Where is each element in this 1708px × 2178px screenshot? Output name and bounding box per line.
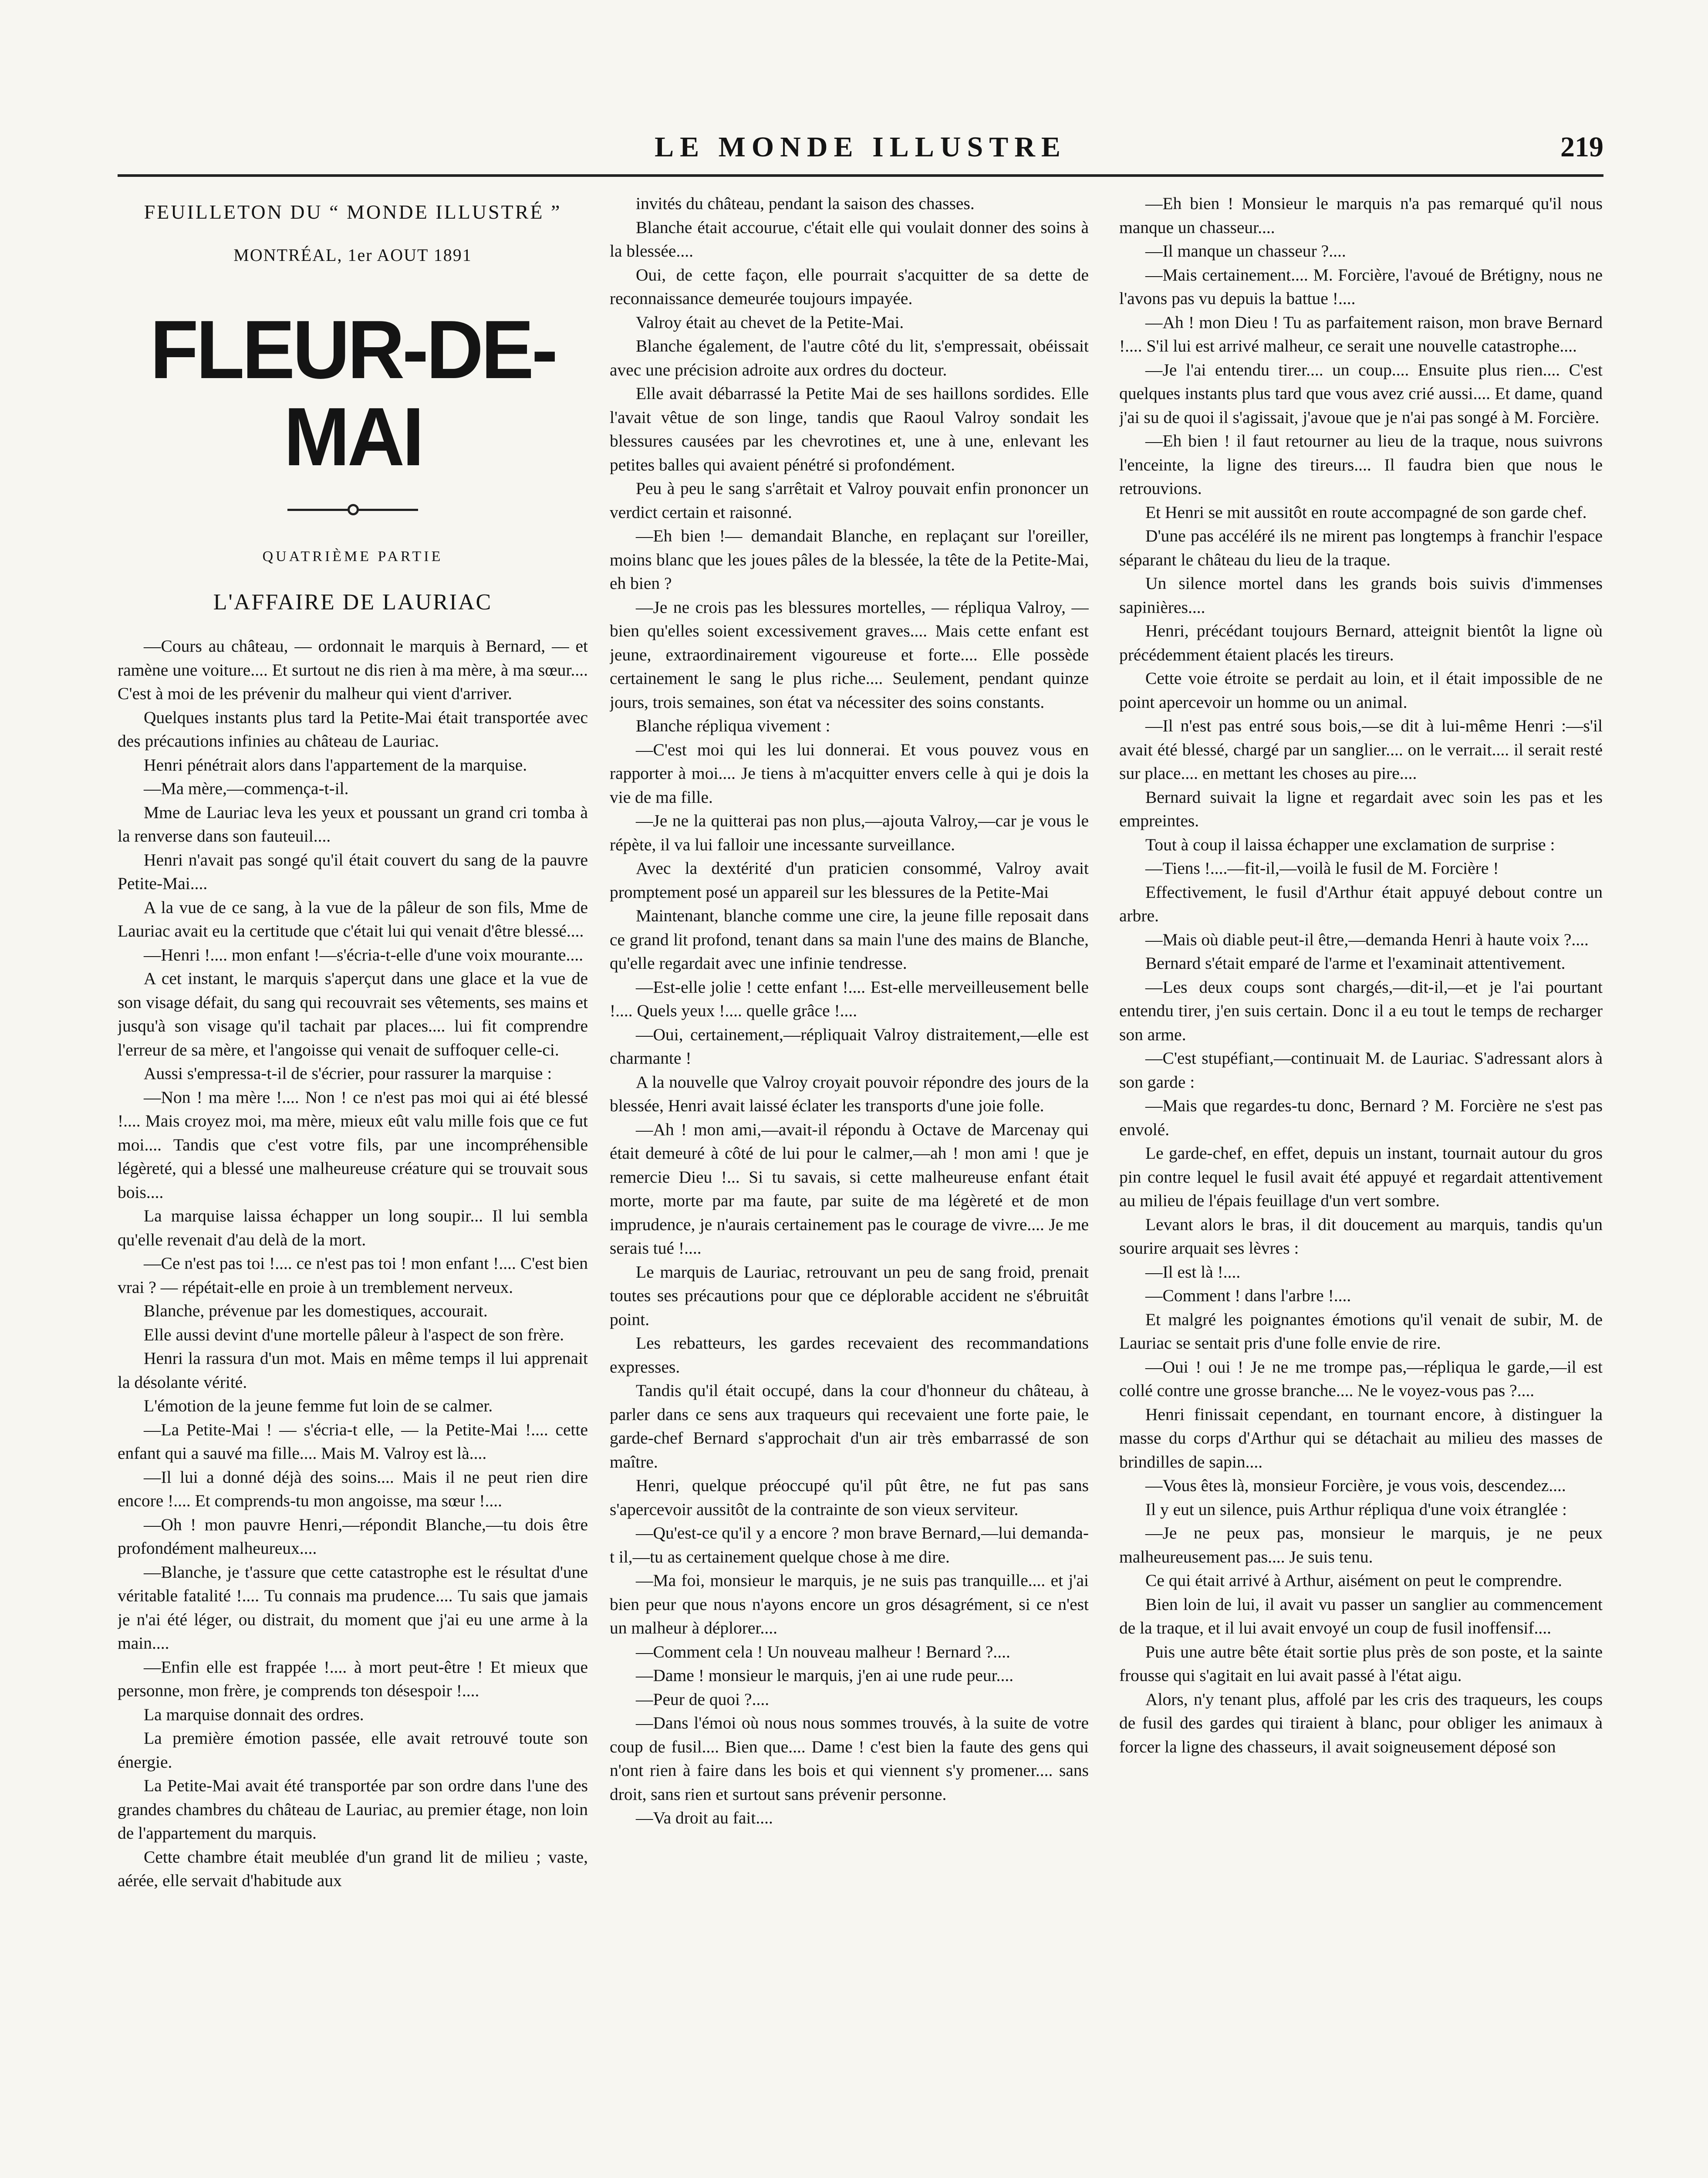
paragraph: —Blanche, je t'assure que cette catastrophe est le résultat d'une véritable fatalité !.... Tu connais ma prudence.... Tu sais que jamais je n'ai été léger, ou distrait, du moment que j'ai eu une arme à la main.... bbox=[118, 1562, 588, 1653]
story-title: FLEUR-DE-MAI bbox=[150, 304, 556, 483]
running-title: LE MONDE ILLUSTRE bbox=[655, 131, 1067, 163]
paragraph: Blanche également, de l'autre côté du lit, s'empressait, obéissait avec une précision adroite aux ordres du docteur. bbox=[610, 336, 1089, 379]
paragraph: Mme de Lauriac leva les yeux et poussant un grand cri tomba à la renverse dans son fauteuil.... bbox=[118, 802, 588, 845]
paragraph: Maintenant, blanche comme une cire, la jeune fille reposait dans ce grand lit profond, tenant dans sa main l'une des mains de Blanche, qu'elle regardait avec une infinie tendresse. bbox=[610, 906, 1089, 973]
paragraph: —Dans l'émoi où nous nous sommes trouvés, à la suite de votre coup de fusil.... Bien que.... Dame ! c'est bien la faute des gens qui n'ont rien à faire dans les bois et qui viennent s'y promener.... sans droit, sans rien et surtout sans prévenir personne. bbox=[610, 1713, 1089, 1804]
paragraph: —Les deux coups sont chargés,—dit-il,—et je l'ai pourtant entendu tirer, j'en suis certain. Donc il a eu tout le temps de recharger son arme. bbox=[1119, 977, 1603, 1044]
paragraph: —Peur de quoi ?.... bbox=[636, 1689, 770, 1709]
column-2-text bbox=[610, 192, 1089, 1830]
paragraph: Les rebatteurs, les gardes recevaient des recommandations expresses. bbox=[610, 1333, 1089, 1376]
dateline: MONTRÉAL, 1er AOUT 1891 bbox=[233, 245, 472, 265]
paragraph: —Eh bien !— demandait Blanche, en replaçant sur l'oreiller, moins blanc que les joues pâles de la blessée, la tête de la Petite-Mai, eh bien ? bbox=[610, 526, 1089, 593]
paragraph: Et malgré les poignantes émotions qu'il venait de subir, M. de Lauriac se sentait pris d'une folle envie de rire. bbox=[1119, 1309, 1603, 1353]
column-1-text bbox=[118, 634, 588, 1893]
paragraph: —C'est stupéfiant,—continuait M. de Lauriac. S'adressant alors à son garde : bbox=[1119, 1048, 1603, 1092]
paragraph: Henri finissait cependant, en tournant encore, à distinguer la masse du corps d'Arthur qui se détachait au milieu des masses de brindilles de sapin.... bbox=[1119, 1404, 1603, 1471]
page-number: 219 bbox=[1560, 131, 1603, 163]
column-2 bbox=[610, 192, 1089, 2178]
paragraph: Blanche, prévenue par les domestiques, accourait. bbox=[144, 1301, 488, 1320]
paragraph: Blanche était accourue, c'était elle qui voulait donner des soins à la blessée.... bbox=[610, 217, 1089, 260]
paragraph: Aussi s'empressa-t-il de s'écrier, pour rassurer la marquise : bbox=[144, 1064, 552, 1083]
paragraph: —La Petite-Mai ! — s'écria-t elle, — la Petite-Mai !.... cette enfant qui a sauvé ma fille.... Mais M. Valroy est là.... bbox=[118, 1420, 588, 1463]
paragraph: —Va droit au fait.... bbox=[636, 1808, 773, 1827]
paragraph: —Mais certainement.... M. Forcière, l'avoué de Brétigny, nous ne l'avons pas vu depuis la battue !.... bbox=[1119, 265, 1603, 308]
paragraph: —Oui ! oui ! Je ne me trompe pas,—répliqua le garde,—il est collé contre une grosse branche.... Ne le voyez-vous pas ?.... bbox=[1119, 1357, 1603, 1400]
paragraph: Peu à peu le sang s'arrêtait et Valroy pouvait enfin prononcer un verdict certain et raisonné. bbox=[610, 479, 1089, 522]
paragraph: —Tiens !....—fit-il,—voilà le fusil de M. Forcière ! bbox=[1145, 859, 1499, 878]
paragraph: —Ma foi, monsieur le marquis, je ne suis pas tranquille.... et j'ai bien peur que nous n'ayons encore un gros désagrément, si ce n'est un malheur à déplorer.... bbox=[610, 1571, 1089, 1637]
paragraph: Levant alors le bras, il dit doucement au marquis, tandis qu'un sourire arquait ses lèvres : bbox=[1119, 1214, 1603, 1258]
paragraph: —Est-elle jolie ! cette enfant !.... Est-elle merveilleusement belle !.... Quels yeux !.... quelle grâce !.... bbox=[610, 977, 1089, 1020]
paragraph: —Ma mère,—commença-t-il. bbox=[144, 779, 349, 798]
paragraph: La marquise laissa échapper un long soupir... Il lui sembla qu'elle revenait d'au delà de la mort. bbox=[118, 1206, 588, 1249]
paragraph: —C'est moi qui les lui donnerai. Et vous pouvez vous en rapporter à moi.... Je tiens à m'acquitter envers celle à qui je dois la vie de ma fille. bbox=[610, 740, 1089, 807]
paragraph: Henri n'avait pas songé qu'il était couvert du sang de la pauvre Petite-Mai.... bbox=[118, 850, 588, 893]
paragraph: Cette voie étroite se perdait au loin, et il était impossible de ne point apercevoir un homme ou un animal. bbox=[1119, 669, 1603, 712]
paragraph: A cet instant, le marquis s'aperçut dans une glace et la vue de son visage défait, du sang qui recouvrait ses vêtements, ses mains et jusqu'à son visage qu'il tachait par places.... lui fit comprendre l'erreur de sa mère, et l'angoisse qui venait de suffoquer celle-ci. bbox=[118, 969, 588, 1059]
feuilleton-title: FEUILLETON DU “ MONDE ILLUSTRÉ ” bbox=[144, 201, 562, 223]
paragraph: —Il lui a donné déjà des soins.... Mais il ne peut rien dire encore !.... Et comprends-tu mon angoisse, ma sœur !.... bbox=[118, 1467, 588, 1510]
ornament-circle bbox=[348, 504, 359, 515]
paragraph: —Il est là !.... bbox=[1145, 1262, 1241, 1282]
paragraph: Puis une autre bête était sortie plus près de son poste, et la sainte frousse qui s'agitait en lui avait passé à l'état aigu. bbox=[1119, 1642, 1603, 1685]
paragraph: —Comment cela ! Un nouveau malheur ! Bernard ?.... bbox=[636, 1642, 1010, 1661]
paragraph: Bien loin de lui, il avait vu passer un sanglier au commencement de la traque, et il lui avait envoyé un coup de fusil inoffensif.... bbox=[1119, 1594, 1603, 1637]
paragraph: —Ah ! mon ami,—avait-il répondu à Octave de Marcenay qui était demeuré à côté de lui pour le calmer,—ah ! mon ami ! que je remercie Dieu !... Si tu savais, si cette malheureuse enfant était morte, morte par ma faute, par suite de ma légèreté et de mon imprudence, je n'aurais certainement pas le courage de vivre.... Je me serais tué !.... bbox=[610, 1119, 1089, 1258]
paragraph: —Je ne peux pas, monsieur le marquis, je ne peux malheureusement pas.... Je suis tenu. bbox=[1119, 1523, 1603, 1566]
paragraph: invités du château, pendant la saison des chasses. bbox=[636, 194, 975, 213]
paragraph: La Petite-Mai avait été transportée par son ordre dans l'une des grandes chambres du château de Lauriac, au premier étage, non loin de l'appartement du marquis. bbox=[118, 1776, 588, 1843]
paragraph: —Henri !.... mon enfant !—s'écria-t-elle d'une voix mourante.... bbox=[144, 945, 584, 964]
paragraph: Le marquis de Lauriac, retrouvant un peu de sang froid, prenait toutes ses précautions pour que ce déplorable accident ne s'ébruitât point. bbox=[610, 1262, 1089, 1329]
paragraph: —Mais où diable peut-il être,—demanda Henri à haute voix ?.... bbox=[1145, 930, 1589, 949]
paragraph: Ce qui était arrivé à Arthur, aisément on peut le comprendre. bbox=[1145, 1571, 1563, 1590]
paragraph: Et Henri se mit aussitôt en route accompagné de son garde chef. bbox=[1145, 502, 1587, 522]
paragraph: —Cours au château, — ordonnait le marquis à Bernard, — et ramène une voiture.... Et surtout ne dis rien à ma mère, à ma sœur.... C'est à moi de les prévenir du malheur qui vient d'arriver. bbox=[118, 636, 588, 703]
paragraph: Tandis qu'il était occupé, dans la cour d'honneur du château, à parler dans ce sens aux traqueurs qui recevaient une forte paie, le garde-chef Bernard s'approchait d'un air très embarrassé de son maître. bbox=[610, 1381, 1089, 1471]
section-title: L'AFFAIRE DE LAURIAC bbox=[213, 589, 493, 615]
paragraph: —Mais que regardes-tu donc, Bernard ? M. Forcière ne s'est pas envolé. bbox=[1119, 1096, 1603, 1139]
paragraph: Le garde-chef, en effet, depuis un instant, tournait autour du gros pin contre lequel le fusil avait été appuyé et regardait attentivement au milieu de l'épais feuillage d'un vert sombre. bbox=[1119, 1143, 1603, 1210]
paragraph: Effectivement, le fusil d'Arthur était appuyé debout contre un arbre. bbox=[1119, 882, 1603, 925]
paragraph: —Vous êtes là, monsieur Forcière, je vous vois, descendez.... bbox=[1145, 1476, 1566, 1495]
paragraph: —Oui, certainement,—répliquait Valroy distraitement,—elle est charmante ! bbox=[610, 1025, 1089, 1068]
paragraph: Elle avait débarrassé la Petite Mai de ses haillons sordides. Elle l'avait vêtue de son linge, tandis que Raoul Valroy sondait les blessures causées par les chevrotines et, une à une, enlevant les petites balles qui avaient pénétré si profondément. bbox=[610, 384, 1089, 474]
paragraph: Quelques instants plus tard la Petite-Mai était transportée avec des précautions infinies au château de Lauriac. bbox=[118, 707, 588, 751]
paragraph: —Eh bien ! Monsieur le marquis n'a pas remarqué qu'il nous manque un chasseur.... bbox=[1119, 194, 1603, 237]
paragraph: —Ah ! mon Dieu ! Tu as parfaitement raison, mon brave Bernard !.... S'il lui est arrivé malheur, ce serait une nouvelle catastrophe.... bbox=[1119, 312, 1603, 355]
paragraph: —Comment ! dans l'arbre !.... bbox=[1145, 1286, 1351, 1305]
part-label: QUATRIÈME PARTIE bbox=[262, 548, 443, 565]
paragraph: La première émotion passée, elle avait retrouvé toute son énergie. bbox=[118, 1728, 588, 1772]
paragraph: Il y eut un silence, puis Arthur répliqua d'une voix étranglée : bbox=[1145, 1499, 1567, 1519]
paragraph: Tout à coup il laissa échapper une exclamation de surprise : bbox=[1145, 835, 1555, 854]
paragraph: A la nouvelle que Valroy croyait pouvoir répondre des jours de la blessée, Henri avait laissé éclater les transports d'une joie folle. bbox=[610, 1072, 1089, 1115]
running-head bbox=[118, 131, 1603, 177]
paragraph: Cette chambre était meublée d'un grand lit de milieu ; vaste, aérée, elle servait d'habitude aux bbox=[118, 1847, 588, 1890]
column-3 bbox=[1119, 192, 1603, 2178]
paragraph: —Je ne la quitterai pas non plus,—ajouta Valroy,—car je vous le répète, il va lui falloir une incessante surveillance. bbox=[610, 811, 1089, 854]
paragraph: A la vue de ce sang, à la vue de la pâleur de son fils, Mme de Lauriac avait eu la certitude que c'était lui qui venait d'être blessé.... bbox=[118, 897, 588, 940]
paragraph: Elle aussi devint d'une mortelle pâleur à l'aspect de son frère. bbox=[144, 1325, 564, 1344]
paragraph: D'une pas accéléré ils ne mirent pas longtemps à franchir l'espace séparant le château du lieu de la traque. bbox=[1119, 526, 1603, 569]
title-ornament bbox=[287, 505, 418, 514]
paragraph: La marquise donnait des ordres. bbox=[144, 1705, 364, 1724]
paragraph: —Oh ! mon pauvre Henri,—répondit Blanche,—tu dois être profondément malheureux.... bbox=[118, 1515, 588, 1558]
paragraph: Blanche répliqua vivement : bbox=[636, 716, 830, 735]
paragraph: Un silence mortel dans les grands bois suivis d'immenses sapinières.... bbox=[1119, 574, 1603, 617]
paragraph: Bernard suivait la ligne et regardait avec soin les pas et les empreintes. bbox=[1119, 787, 1603, 830]
paragraph: —Il manque un chasseur ?.... bbox=[1145, 241, 1346, 260]
column-1 bbox=[118, 192, 588, 2178]
paragraph: Henri, précédant toujours Bernard, atteignit bientôt la ligne où précédemment étaient placés les tireurs. bbox=[1119, 621, 1603, 664]
paragraph: Henri la rassura d'un mot. Mais en même temps il lui apprenait la désolante vérité. bbox=[118, 1349, 588, 1392]
paragraph: Oui, de cette façon, elle pourrait s'acquitter de sa dette de reconnaissance demeurée toujours impayée. bbox=[610, 265, 1089, 308]
paragraph: —Il n'est pas entré sous bois,—se dit à lui-même Henri :—s'il avait été blessé, chargé par un sanglier.... on le verrait.... il serait resté sur place.... en mettant les choses au pire.... bbox=[1119, 716, 1603, 783]
paragraph: —Non ! ma mère !.... Non ! ce n'est pas moi qui ai été blessé !.... Mais croyez moi, ma mère, mieux eût valu mille fois que ce fut moi.... Tandis que c'est votre fils, par une incompréhensible légèreté, qui a blessé une malheureuse créature qui se trouvait sous bois.... bbox=[118, 1087, 588, 1202]
paragraph: —Je ne crois pas les blessures mortelles, — répliqua Valroy, — bien qu'elles soient excessivement graves.... Mais cette enfant est jeune, extraordinairement vigoureuse et forte.... Elle possède certainement le sang le plus riche.... Seulement, pendant quinze jours, trois semaines, son état va nécessiter des soins constants. bbox=[610, 597, 1089, 712]
paragraph: Henri pénétrait alors dans l'appartement de la marquise. bbox=[144, 755, 527, 774]
column-3-text bbox=[1119, 192, 1603, 1759]
paragraph: Henri, quelque préoccupé qu'il pût être, ne fut pas sans s'apercevoir aussitôt de la contrainte de son vieux serviteur. bbox=[610, 1476, 1089, 1519]
paragraph: Valroy était au chevet de la Petite-Mai. bbox=[636, 312, 904, 332]
paragraph: L'émotion de la jeune femme fut loin de se calmer. bbox=[144, 1396, 493, 1415]
paragraph: Avec la dextérité d'un praticien consommé, Valroy avait promptement posé un appareil sur les blessures de la Petite-Mai bbox=[610, 859, 1089, 902]
paragraph: —Enfin elle est frappée !.... à mort peut-être ! Et mieux que personne, mon frère, je comprends ton désespoir !.... bbox=[118, 1657, 588, 1700]
paragraph: —Ce n'est pas toi !.... ce n'est pas toi ! mon enfant !.... C'est bien vrai ? — répétait-elle en proie à un tremblement nerveux. bbox=[118, 1254, 588, 1297]
paragraph: —Dame ! monsieur le marquis, j'en ai une rude peur.... bbox=[636, 1666, 1014, 1685]
paragraph: —Qu'est-ce qu'il y a encore ? mon brave Bernard,—lui demanda-t il,—tu as certainement quelque chose à me dire. bbox=[610, 1523, 1089, 1566]
paragraph: —Je l'ai entendu tirer.... un coup.... Ensuite plus rien.... C'est quelques instants plus tard que vous avez crié aussi.... Et dame, quand j'ai su de quoi il s'agissait, j'avoue que je n'ai pas songé à M. Forcière. bbox=[1119, 360, 1603, 427]
paragraph: —Eh bien ! il faut retourner au lieu de la traque, nous suivrons l'enceinte, la ligne des tireurs.... Il faudra bien que nous le retrouvions. bbox=[1119, 431, 1603, 498]
paragraph: Alors, n'y tenant plus, affolé par les cris des traqueurs, les coups de fusil des gardes qui tiraient à blanc, pour obliger les animaux à forcer la ligne des chasseurs, il avait soigneusement déposé son bbox=[1119, 1689, 1603, 1756]
paragraph: Bernard s'était emparé de l'arme et l'examinait attentivement. bbox=[1145, 954, 1566, 973]
